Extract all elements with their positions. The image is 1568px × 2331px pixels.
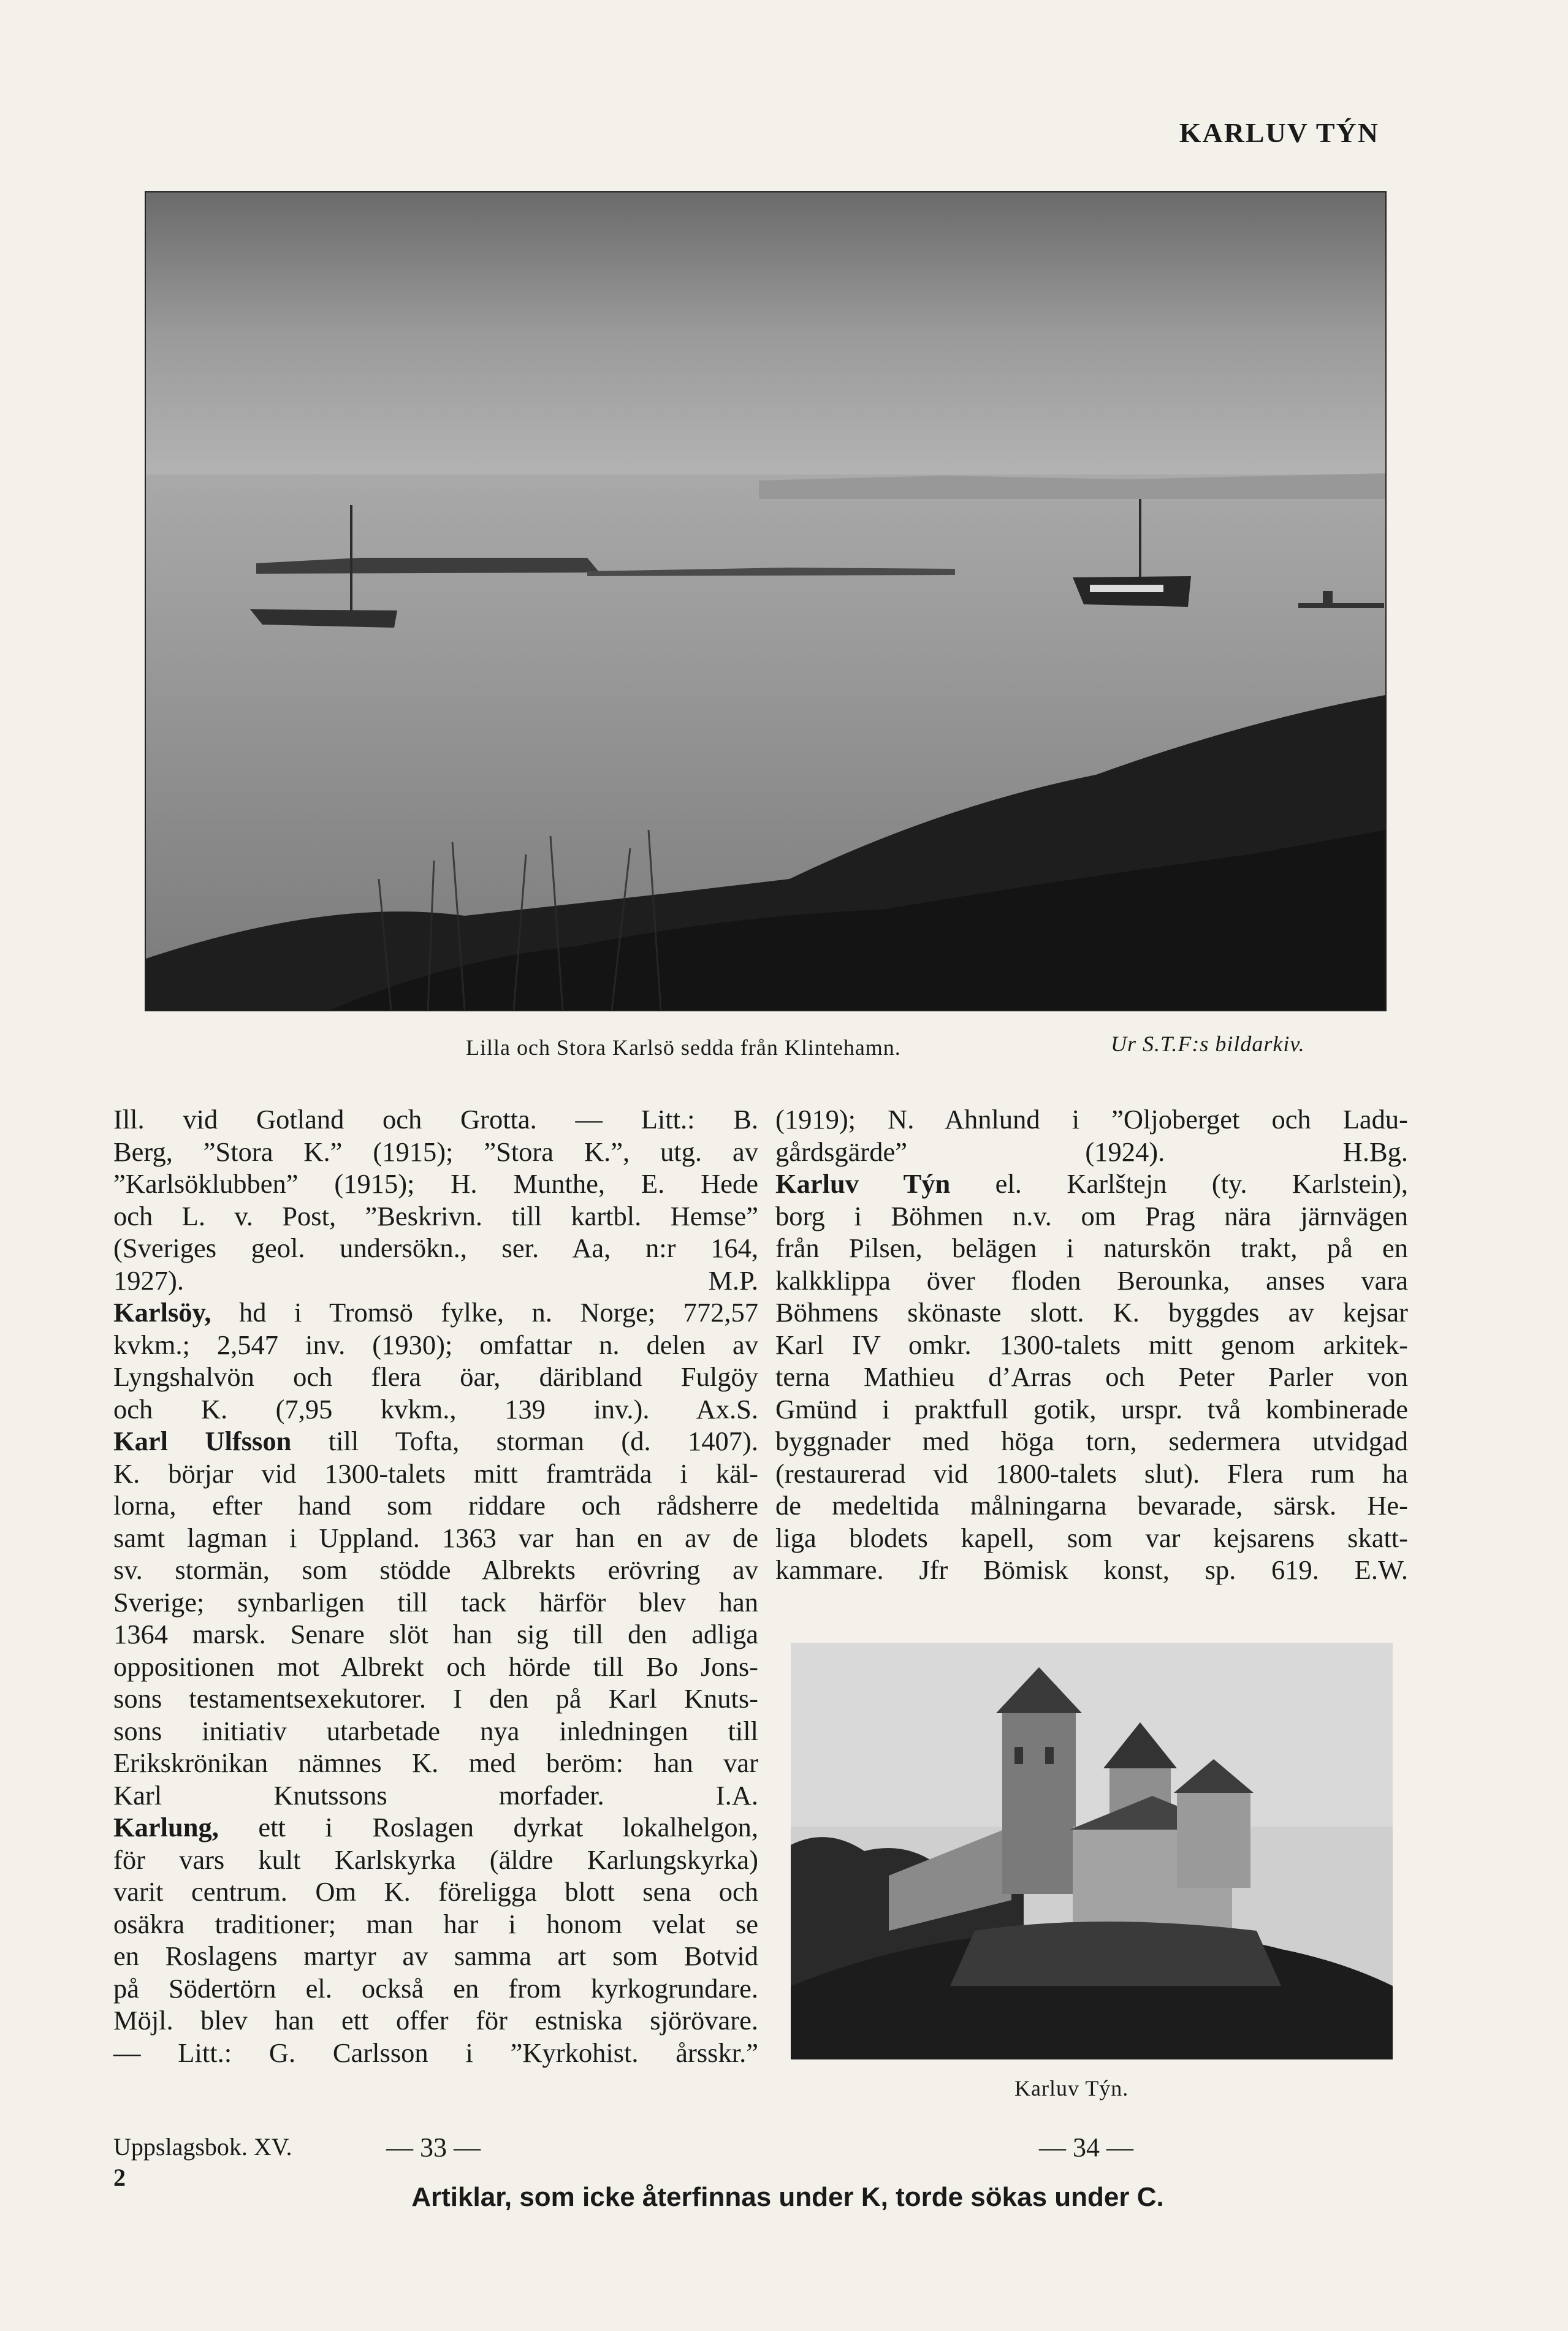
text-line: gårdsgärde” (1924). H.Bg. xyxy=(775,1136,1408,1167)
text-line: från Pilsen, belägen i naturskön trakt, på en xyxy=(775,1233,1408,1263)
page-number-right: — 34 — xyxy=(1039,2132,1133,2162)
text-line: sv. stormän, som stödde Albrekts erövring av xyxy=(113,1554,758,1585)
text-line: kalkklippa över floden Berounka, anses vara xyxy=(775,1264,1408,1296)
text-line: kammare. Jfr Bömisk konst, sp. 619. E.W. xyxy=(775,1554,1408,1585)
text-line: en Roslagens martyr av samma art som Botvid xyxy=(113,1941,758,1971)
text-line: oppositionen mot Albrekt och hörde till Bo Jons- xyxy=(113,1651,758,1682)
text-line: Möjl. blev han ett offer för estniska sjörövare. xyxy=(113,2005,758,2036)
text-line: byggnader med höga torn, sedermera utvidgad xyxy=(775,1426,1408,1456)
text-line: Karl Knutssons morfader. I.A. xyxy=(113,1779,758,1811)
text-line: osäkra traditioner; man har i honom velat se xyxy=(113,1908,758,1939)
photo-karluv-tyn-castle xyxy=(791,1643,1393,2059)
text-line: 1927). M.P. xyxy=(113,1264,758,1296)
footer-notice: Artiklar, som icke återfinnas under K, torde sökas under C. xyxy=(411,2182,1164,2212)
text-line: (1919); N. Ahnlund i ”Oljoberget och Ladu- xyxy=(775,1104,1408,1135)
photo-caption: Karluv Týn. xyxy=(1014,2076,1129,2101)
text-line: Ill. vid Gotland och Grotta. — Litt.: B. xyxy=(113,1104,758,1135)
sheet-number: 2 xyxy=(113,2164,126,2191)
text-line: Karl IV omkr. 1300-talets mitt genom arkitek- xyxy=(775,1329,1408,1360)
page-number-left: — 33 — xyxy=(386,2132,481,2162)
text-line: 1364 marsk. Senare slöt han sig till den adliga xyxy=(113,1619,758,1649)
text-line: Berg, ”Stora K.” (1915); ”Stora K.”, utg. av xyxy=(113,1136,758,1167)
running-header: KARLUV TÝN xyxy=(1179,117,1379,148)
text-line: Sverige; synbarligen till tack härför blev han xyxy=(113,1586,758,1618)
text-line: Erikskrönikan nämnes K. med beröm: han var xyxy=(113,1747,758,1778)
photo-karlso-islands xyxy=(145,191,1387,1011)
text-line: varit centrum. Om K. föreligga blott sena och xyxy=(113,1876,758,1907)
entry-karlsoy: Karlsöy, hd i Tromsö fylke, n. Norge; 772,57 xyxy=(113,1297,758,1328)
text-line: lorna, efter hand som riddare och rådsherre xyxy=(113,1490,758,1521)
photo-credit: Ur S.T.F:s bildarkiv. xyxy=(1111,1032,1305,1056)
entry-karlung: Karlung, ett i Roslagen dyrkat lokalhelgon, xyxy=(113,1812,758,1842)
text-line: på Södertörn el. också en from kyrkogrundare. xyxy=(113,1972,758,2004)
text-line: sons initiativ utarbetade nya inledningen till xyxy=(113,1715,758,1746)
text-line: Böhmens skönaste slott. K. byggdes av kejsar xyxy=(775,1297,1408,1328)
photo-caption: Lilla och Stora Karlsö sedda från Klintehamn. xyxy=(466,1035,901,1060)
text-line: (restaurerad vid 1800-talets slut). Flera rum ha xyxy=(775,1458,1408,1489)
text-line: samt lagman i Uppland. 1363 var han en av de xyxy=(113,1522,758,1553)
text-line: sons testamentsexekutorer. I den på Karl Knuts- xyxy=(113,1683,758,1714)
entry-karluv-tyn: Karluv Týn el. Karlštejn (ty. Karlstein), xyxy=(775,1168,1408,1199)
text-line: (Sveriges geol. undersökn., ser. Aa, n:r 164, xyxy=(113,1233,758,1263)
text-column-left xyxy=(113,1103,758,2069)
text-line: liga blodets kapell, som var kejsarens skatt- xyxy=(775,1522,1408,1553)
book-title: Uppslagsbok. XV. xyxy=(113,2133,292,2161)
text-column-right xyxy=(775,1103,1408,1586)
text-line: och L. v. Post, ”Beskrivn. till kartbl. Hemse” xyxy=(113,1200,758,1231)
text-line: för vars kult Karlskyrka (äldre Karlungskyrka) xyxy=(113,1844,758,1875)
text-line: Lyngshalvön och flera öar, däribland Fulgöy xyxy=(113,1361,758,1392)
text-line: — Litt.: G. Carlsson i ”Kyrkohist. årsskr.” xyxy=(113,2037,758,2068)
text-line: borg i Böhmen n.v. om Prag nära järnvägen xyxy=(775,1200,1408,1231)
text-line: terna Mathieu d’Arras och Peter Parler von xyxy=(775,1361,1408,1392)
entry-karl-ulfsson: Karl Ulfsson till Tofta, storman (d. 1407). xyxy=(113,1426,758,1456)
text-line: Gmünd i praktfull gotik, urspr. två kombinerade xyxy=(775,1393,1408,1424)
book-signature xyxy=(113,2132,292,2193)
text-line: och K. (7,95 kvkm., 139 inv.). Ax.S. xyxy=(113,1393,758,1424)
text-line: K. börjar vid 1300-talets mitt framträda i käl- xyxy=(113,1458,758,1489)
text-line: de medeltida målningarna bevarade, särsk. He- xyxy=(775,1490,1408,1521)
text-line: kvkm.; 2,547 inv. (1930); omfattar n. delen av xyxy=(113,1329,758,1360)
text-line: ”Karlsöklubben” (1915); H. Munthe, E. Hede xyxy=(113,1168,758,1199)
